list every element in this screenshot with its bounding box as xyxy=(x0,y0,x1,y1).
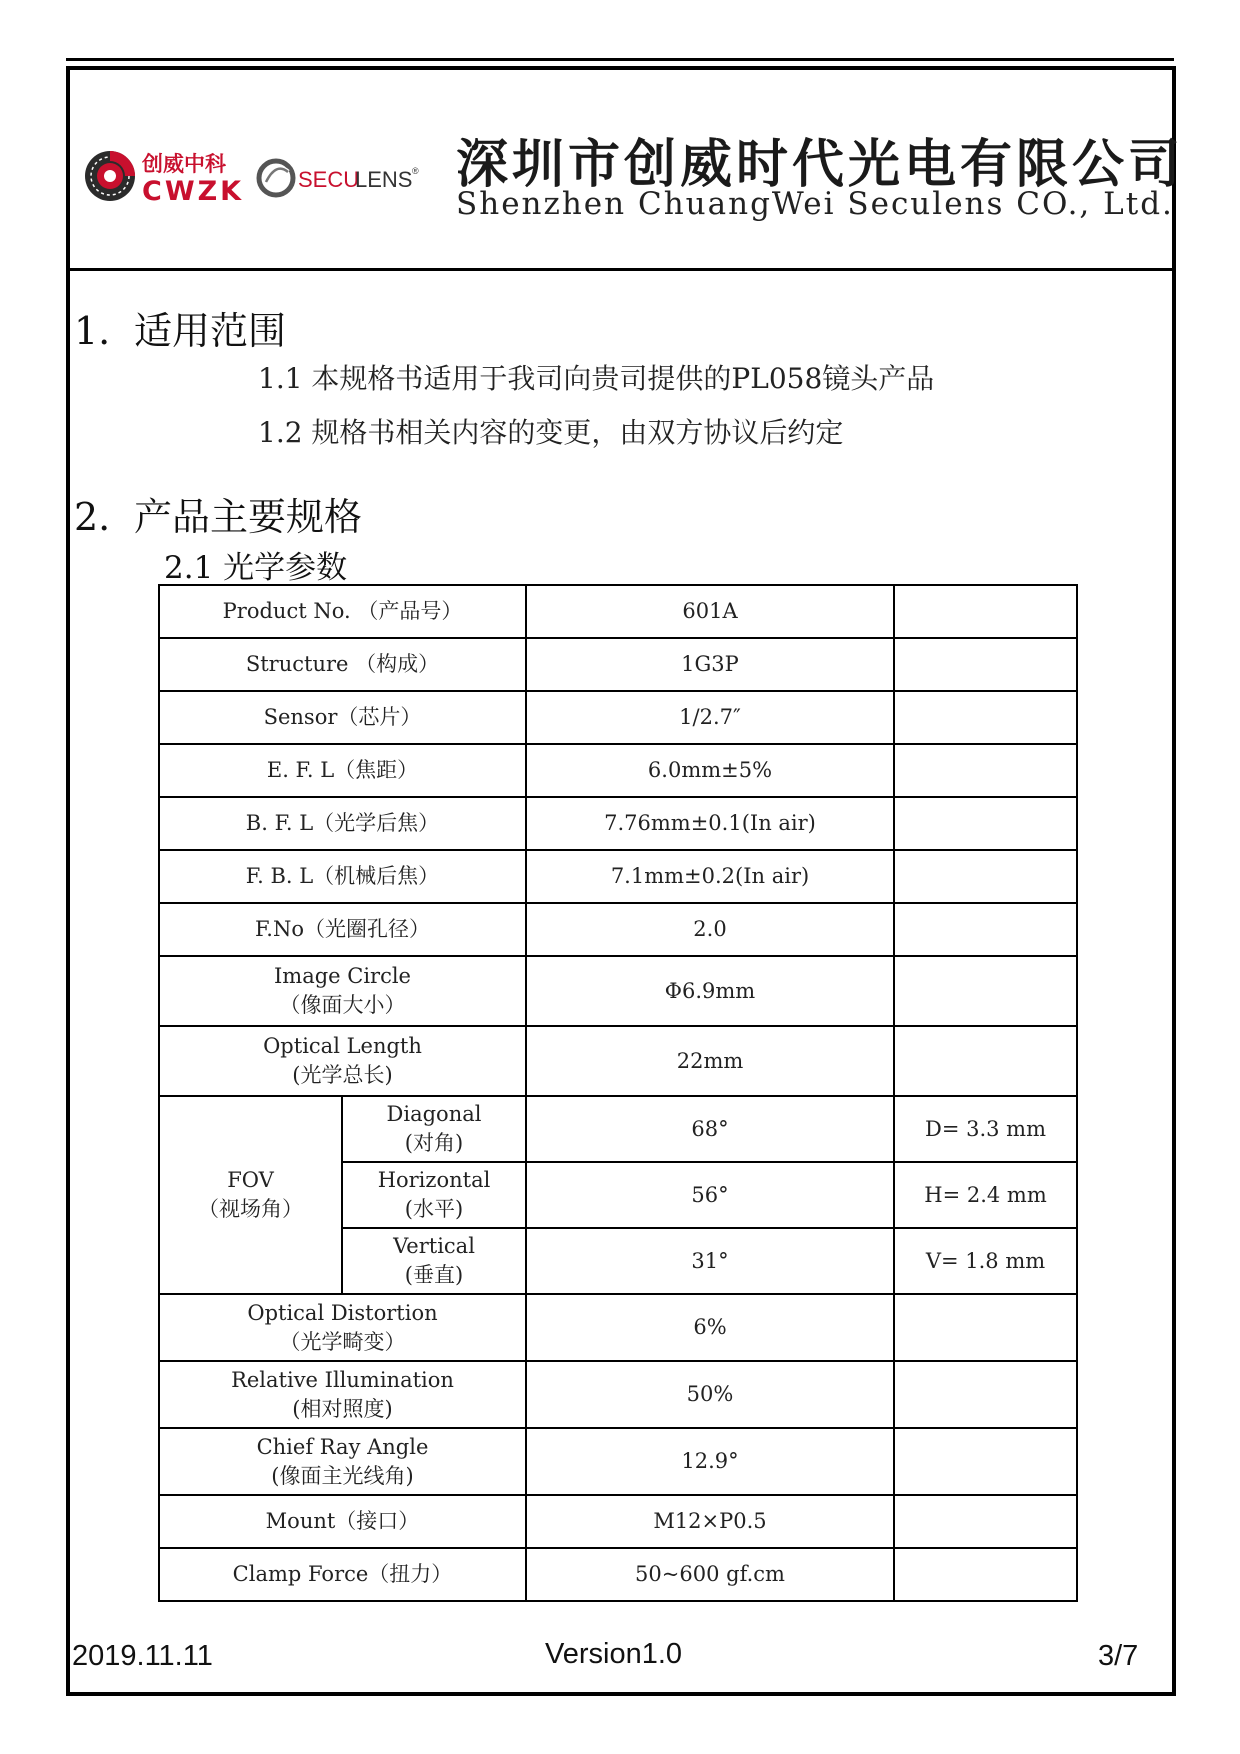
param-label: B. F. L（光学后焦） xyxy=(159,797,526,850)
param-label: Chief Ray Angle (像面主光线角) xyxy=(159,1428,526,1495)
table-row xyxy=(159,956,1077,1026)
param-value: 1G3P xyxy=(526,638,894,691)
svg-text:®: ® xyxy=(412,166,419,176)
table-row xyxy=(159,691,1077,744)
param-note xyxy=(894,1548,1077,1601)
param-label: F.No（光圈孔径） xyxy=(159,903,526,956)
param-value: 7.1mm±0.2(In air) xyxy=(526,850,894,903)
fov-sub-label: Horizontal (水平) xyxy=(342,1162,526,1228)
section-1-title: 适用范围 xyxy=(134,309,287,353)
fov-sub-label: Vertical (垂直) xyxy=(342,1228,526,1294)
param-value: 2.0 xyxy=(526,903,894,956)
param-label: Mount（接口） xyxy=(159,1495,526,1548)
table-row xyxy=(159,638,1077,691)
param-note xyxy=(894,1495,1077,1548)
footer-page-number: 3/7 xyxy=(1098,1640,1139,1672)
param-note xyxy=(894,797,1077,850)
company-name-cn: 深圳市创威时代光电有限公司 xyxy=(456,135,1185,195)
param-note xyxy=(894,1026,1077,1096)
param-value: M12×P0.5 xyxy=(526,1495,894,1548)
param-note xyxy=(894,1294,1077,1361)
company-name-en: Shenzhen ChuangWei Seculens CO., Ltd. xyxy=(456,186,1174,222)
svg-text:LENS: LENS xyxy=(355,167,413,192)
param-label: Sensor（芯片） xyxy=(159,691,526,744)
param-value: 6.0mm±5% xyxy=(526,744,894,797)
table-row xyxy=(159,850,1077,903)
table-row xyxy=(159,744,1077,797)
param-note xyxy=(894,744,1077,797)
page-header xyxy=(70,70,1185,271)
table-row xyxy=(159,1548,1077,1601)
section-1-item-1: 1.1 本规格书适用于我司向贵司提供的PL058镜头产品 xyxy=(258,362,935,395)
top-rule xyxy=(66,58,1174,61)
param-label: Optical Distortion （光学畸变） xyxy=(159,1294,526,1361)
param-note xyxy=(894,850,1077,903)
table-row xyxy=(159,797,1077,850)
table-row-fov xyxy=(159,1096,1077,1162)
footer-date: 2019.11.11 xyxy=(72,1640,213,1672)
param-note xyxy=(894,1361,1077,1428)
param-value: 31° xyxy=(526,1228,894,1294)
svg-text:CWZK: CWZK xyxy=(142,176,245,207)
param-value: 68° xyxy=(526,1096,894,1162)
table-row xyxy=(159,1428,1077,1495)
param-note xyxy=(894,585,1077,638)
section-2-number: 2. xyxy=(74,495,111,539)
table-row xyxy=(159,1495,1077,1548)
param-note xyxy=(894,903,1077,956)
table-row xyxy=(159,1361,1077,1428)
param-note xyxy=(894,638,1077,691)
section-1-item-2: 1.2 规格书相关内容的变更，由双方协议后约定 xyxy=(258,416,844,449)
table-row xyxy=(159,1026,1077,1096)
param-note xyxy=(894,691,1077,744)
param-value: 1/2.7″ xyxy=(526,691,894,744)
param-label: Image Circle （像面大小） xyxy=(159,956,526,1026)
table-row xyxy=(159,585,1077,638)
param-value: 601A xyxy=(526,585,894,638)
svg-text:创威中科: 创威中科 xyxy=(142,151,226,176)
param-note xyxy=(894,1428,1077,1495)
param-note: V= 1.8 mm xyxy=(894,1228,1077,1294)
fov-label: FOV （视场角） xyxy=(159,1096,342,1294)
param-label: F. B. L（机械后焦） xyxy=(159,850,526,903)
param-label: Clamp Force（扭力） xyxy=(159,1548,526,1601)
param-value: 50% xyxy=(526,1361,894,1428)
param-value: 56° xyxy=(526,1162,894,1228)
param-label: E. F. L（焦距） xyxy=(159,744,526,797)
param-value: 12.9° xyxy=(526,1428,894,1495)
param-label: Relative Illumination (相对照度) xyxy=(159,1361,526,1428)
param-note: H= 2.4 mm xyxy=(894,1162,1077,1228)
section-2-title: 产品主要规格 xyxy=(134,495,363,539)
section-1-heading xyxy=(74,300,286,355)
param-label: Product No. （产品号） xyxy=(159,585,526,638)
seculens-logo xyxy=(256,138,426,208)
section-2-heading xyxy=(74,486,362,541)
param-value: 22mm xyxy=(526,1026,894,1096)
param-label: Structure （构成） xyxy=(159,638,526,691)
section-2-1-heading: 2.1 光学参数 xyxy=(164,550,348,586)
section-1-number: 1. xyxy=(74,309,111,353)
footer-version: Version1.0 xyxy=(545,1638,683,1670)
param-label: Optical Length (光学总长) xyxy=(159,1026,526,1096)
optical-parameters-table xyxy=(158,584,1078,1602)
table-row xyxy=(159,903,1077,956)
cwzk-logo xyxy=(80,138,250,208)
param-value: 6% xyxy=(526,1294,894,1361)
param-note: D= 3.3 mm xyxy=(894,1096,1077,1162)
param-value: Φ6.9mm xyxy=(526,956,894,1026)
table-row xyxy=(159,1294,1077,1361)
param-value: 50~600 gf.cm xyxy=(526,1548,894,1601)
svg-text:SECU: SECU xyxy=(298,167,360,192)
fov-sub-label: Diagonal (对角) xyxy=(342,1096,526,1162)
param-note xyxy=(894,956,1077,1026)
param-value: 7.76mm±0.1(In air) xyxy=(526,797,894,850)
